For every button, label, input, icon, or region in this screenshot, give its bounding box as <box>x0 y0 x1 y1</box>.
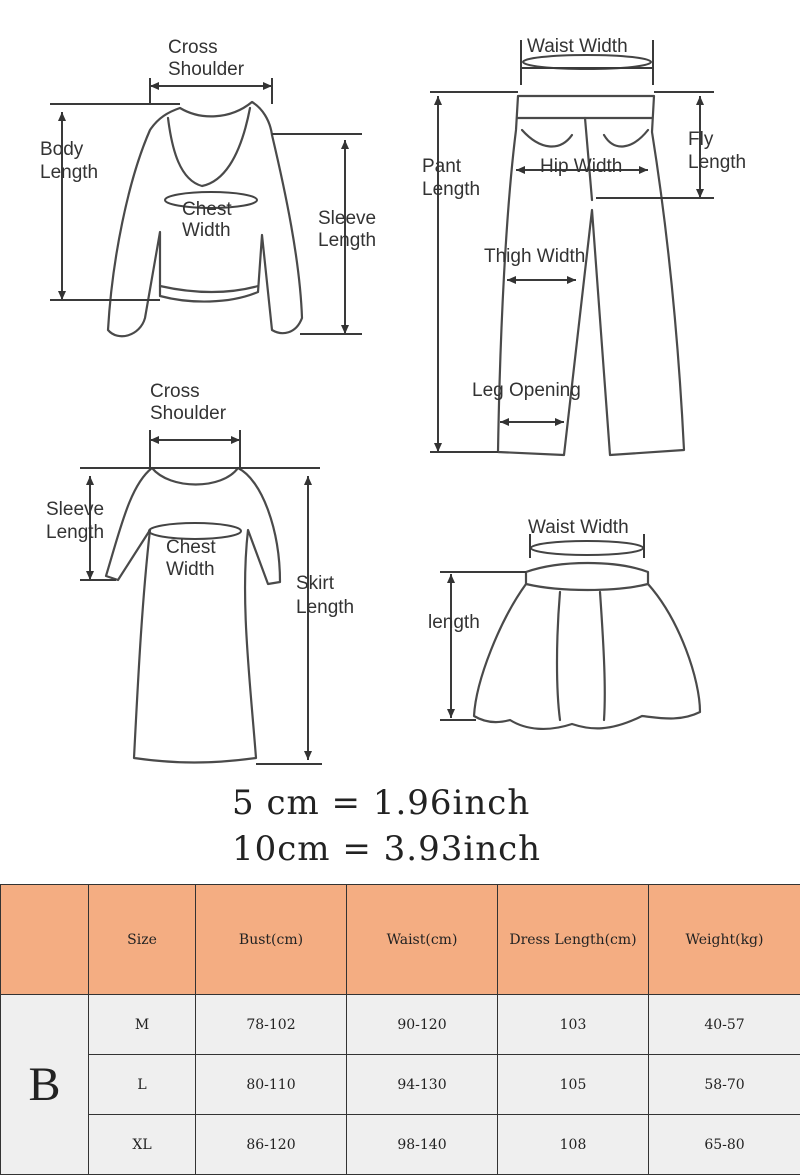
label-thigh-width: Thigh Width <box>484 246 586 267</box>
label-sleeve-length-top: Sleeve <box>318 208 377 229</box>
label-body-length: Body <box>40 139 84 160</box>
skirt-outline <box>474 563 700 729</box>
conversion-line-1: 5 cm = 1.96inch <box>232 783 531 823</box>
header-size: Size <box>89 885 196 995</box>
cell-waist: 98-140 <box>347 1115 498 1175</box>
label-sleeve-length-dress: Sleeve <box>46 499 105 520</box>
cell-size: L <box>89 1055 196 1115</box>
pants-outline <box>498 96 684 455</box>
label-sleeve-length-top-2: Length <box>318 230 377 251</box>
label-fly-length-2: Length <box>688 152 747 173</box>
pants-diagram <box>422 36 746 455</box>
cell-bust: 86-120 <box>196 1115 347 1175</box>
skirt-diagram <box>428 517 700 729</box>
header-dress-length: Dress Length(cm) <box>498 885 649 995</box>
header-bust: Bust(cm) <box>196 885 347 995</box>
cell-bust: 80-110 <box>196 1055 347 1115</box>
cell-waist: 94-130 <box>347 1055 498 1115</box>
table-row <box>1 1115 800 1175</box>
label-chest-width-top: Chest <box>182 199 232 220</box>
cell-size: XL <box>89 1115 196 1175</box>
table-row <box>1 1055 800 1115</box>
size-table-header-row <box>1 885 800 995</box>
cell-weight: 65-80 <box>649 1115 800 1175</box>
size-table-corner <box>1 885 89 995</box>
cell-dress-length: 105 <box>498 1055 649 1115</box>
cell-dress-length: 108 <box>498 1115 649 1175</box>
conversion-line-2: 10cm = 3.93inch <box>232 829 542 869</box>
cell-waist: 90-120 <box>347 995 498 1055</box>
cell-weight: 40-57 <box>649 995 800 1055</box>
label-waist-width-pants: Waist Width <box>527 36 628 57</box>
label-chest-width-dress-2: Width <box>166 559 215 580</box>
label-leg-opening: Leg Opening <box>472 380 581 401</box>
dress-diagram <box>46 381 354 764</box>
label-chest-width-dress: Chest <box>166 537 216 558</box>
cell-size: M <box>89 995 196 1055</box>
dress-outline <box>106 468 280 763</box>
label-sleeve-length-dress-2: Length <box>46 522 105 543</box>
label-body-length-2: Length <box>40 162 99 183</box>
label-chest-width-top-2: Width <box>182 220 231 241</box>
label-pant-length: Pant <box>422 156 462 177</box>
label-cross-shoulder-dress-2: Shoulder <box>150 403 227 424</box>
sweater-diagram <box>40 37 376 336</box>
label-cross-shoulder-top: Cross <box>168 37 218 58</box>
label-fly-length: Fly <box>688 129 714 150</box>
cell-bust: 78-102 <box>196 995 347 1055</box>
label-skirt-length-dress: Skirt <box>296 573 334 594</box>
label-waist-width-skirt: Waist Width <box>528 517 629 538</box>
label-skirt-length-dress-2: Length <box>296 597 355 618</box>
label-cross-shoulder-dress: Cross <box>150 381 200 402</box>
cell-weight: 58-70 <box>649 1055 800 1115</box>
header-weight: Weight(kg) <box>649 885 800 995</box>
label-skirt-length: length <box>428 612 480 633</box>
label-cross-shoulder-top-2: Shoulder <box>168 59 245 80</box>
variant-label: B <box>1 995 89 1175</box>
header-waist: Waist(cm) <box>347 885 498 995</box>
cell-dress-length: 103 <box>498 995 649 1055</box>
size-table <box>0 884 800 1175</box>
label-hip-width: Hip Width <box>540 156 623 177</box>
label-pant-length-2: Length <box>422 179 481 200</box>
table-row <box>1 995 800 1055</box>
